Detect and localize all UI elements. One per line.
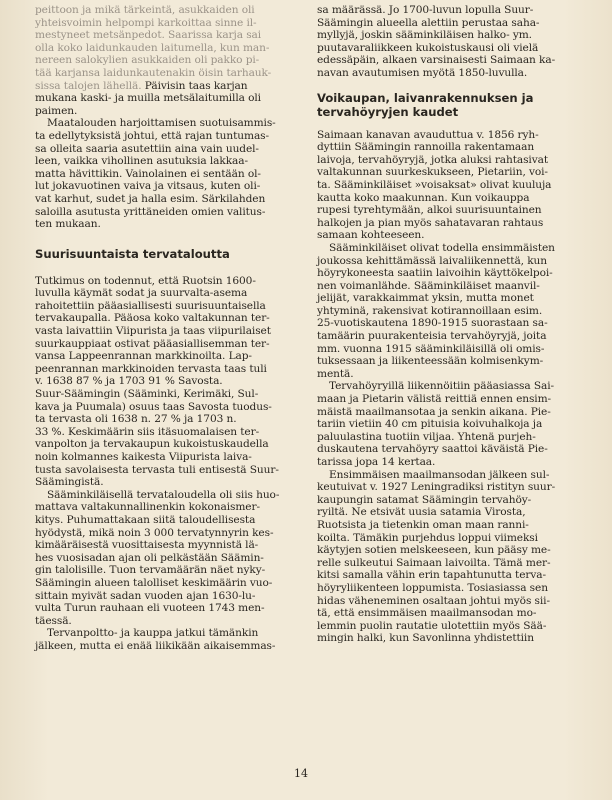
section-heading-tar-economy: Suurisuuntaista tervataloutta [35, 246, 230, 261]
right-column [317, 4, 581, 645]
paragraph-petersburg-route: Tervahöyryillä liikennöitiin pääasiassa Sai- maan ja Pietarin välistä reittiä ennen ensim- mäistä maailmansotaa ja senkin aikana. Pie- tariin vietiin 40 cm pituisia koivuhalkoja ja paluulastina tuotiin viljaa. Yhtenä purjeh- duskautena tervahöyry saattoi käväistä Pie- tarissa jopa 14 kertaa. [317, 380, 555, 468]
paragraph-tar-trade: Tutkimus on todennut, että Ruotsin 1600- luvulla käymät sodat ja suurvalta-asema rahoitettiin pääasiallisesti suurisuuntaisella tervakaupalla. Pääosa koko valtakunnan ter- vasta laivattiin Viipurista ja taas viipurilaiset suurkauppiaat ostivat pääasiallisemman ter- vansa Lappeenrannan markkinoilta. Lap- peenrannan markkinoiden tervasta taas tuli v. 1638 87 % ja 1703 91 % Savosta. Suur-Säämingin (Sääminki, Kerimäki, Sul- kava ja Puumala) osuus taas Savosta tuodus- ta tervasta oli 1638 n. 27 % ja 1703 n. 33 %. Keskimäärin siis itäsuomalaisen ter- vanpolton ja tervakaupun kukoistuskaudella noin kolmannes kaikesta Viipurista laiva- tusta savolaisesta tervasta tuli entisestä Suur- Säämingistä. [35, 274, 279, 489]
paragraph-saimaa-canal: Saimaan kanavan avauduttua v. 1856 ryh- dyttiin Säämingin rannoilla rakentamaan laivoja, tervahöyryjä, jotka aluksi rahtasivat valtakunnan suurkeskukseen, Pietariin, voi- ta. Sääminkiläiset »voisaksat» olivat kuuluja kautta koko maakunnan. Kun voikauppa rupesi tyrehtymään, alkoi suurisuuntainen halkojen ja pian myös sahatavaran rahtaus samaan kohteeseen. [317, 128, 552, 242]
paragraph-agriculture: Maatalouden harjoittamisen suotuisammis- ta edellytyksistä johtui, että rajan tuntumas- sa olleita saaria asutettiin aina vain uudel- leen, vaikka vihollinen asutuksia lakkaa- matta hävittikin. Vainolainen ei sentään ol- lut jokavuotinen vaiva ja vitsaus, kuten oli- vat karhut, sudet ja halla esim. Särkilahden saloilla asutusta yrittäneiden omien valitus- ten mukaan. [35, 117, 276, 231]
left-column [35, 4, 301, 653]
paragraph-tar-continued: Tervanpoltto- ja kauppa jatkui tämänkin jälkeen, mutta ei enää liikikään aikaisemmas- [35, 627, 276, 652]
paragraph-national-significance: Sääminkiläisellä tervataloudella oli siis huo- mattava valtakunnallinenkin kokonaismer- kitys. Puhumattakaan siitä taloudellisesta hyödystä, mikä noin 3 000 tervatynnyrin kes- kimääräisestä vuosittaisesta myynnistä lä- hes vuosisadan ajan oli pelkästään Säämin- gin talolisille. Tuon tervamäärän näet nyky- Säämingin alueen talolliset keskimäärin vuo- sittain myivät sadan vuoden ajan 1630-lu- vulta Turun rauhaan eli vuoteen 1743 men- täessä. [35, 488, 280, 627]
paragraph-cattle-grazing [35, 4, 301, 117]
page-number: 14 [294, 767, 308, 780]
paragraph-continuation: Päivisin taas karjan mukana kaski- ja muilla metsälaitumilla oli paimen. [35, 79, 261, 117]
paragraph-after-war: Ensimmäisen maailmansodan jälkeen sul- keutuivat v. 1927 Leningradiksi ristityn suur- kaupungin satamat Säämingin tervahöy- ryiltä. Ne etsivät uusia satamia Virosta, Ruotsista ja tietenkin oman maan ranni- koilta. Tämäkin purjehdus loppui viimeksi käytyjen sotien melskeeseen, kun pääsy me- relle sulkeutui Saimaan laivoilta. Tämä mer- kitsi samalla vähin erin tapahtunutta terva- höyryliikenteen loppumista. Tosiasiassa sen hidas väheneminen osaltaan johtui myös sii- tä, että ensimmäisen maailmansodan mo- lemmin puolin rautatie ulotettiin myös Sää- mingin halki, kun Savonlinna yhdistettiin [317, 468, 556, 645]
paragraph-steamships: Sääminkiläiset olivat todella ensimmäisten joukossa kehittämässä laivaliikennettä, kun höyrykoneesta saatiin laivoihin käyttökelpoi- nen voimanlähde. Sääminkiläiset maanvil- jelijät, varakkaimmat yksin, mutta monet yhtyminä, rakensivat kotirannoillaan esim. 25-vuotiskautena 1890-1915 suorastaan sa- tamäärin puurakenteisia tervahöyryjä, joita mm. vuonna 1915 sääminkiläisillä oli omis- tuksessaan ja liikenteessään kolmisenkym- mentä. [317, 241, 555, 380]
paragraph-sawmills: sa määrässä. Jo 1700-luvun lopulla Suur- Säämingin alueella alettiin perustaa saha- myllyjä, joskin sääminkiläisen halko- ym. puutavaraliikkeen kukoistuskausi oli vielä edessäpäin, alkaen varsinaisesti Saimaan ka- navan avautumisen myötä 1850-luvulla. [317, 4, 556, 79]
section-heading-butter-shipbuilding: Voikaupan, laivanrakennuksen ja tervahöyryjen kaudet [317, 90, 534, 119]
faded-text: peittoon ja mikä tärkeintä, asukkaiden oli yhteisvoimin helpompi karkoittaa sinne il- mestyneet metsänpedot. Saarissa karja sai olla koko laidunkauden laitumella, kun man- nereen salokylien asukkaiden oli pakko pi- tää karjansa laidunkautenakin öisin tarhauk- sissa talojen lähellä. [35, 4, 272, 92]
